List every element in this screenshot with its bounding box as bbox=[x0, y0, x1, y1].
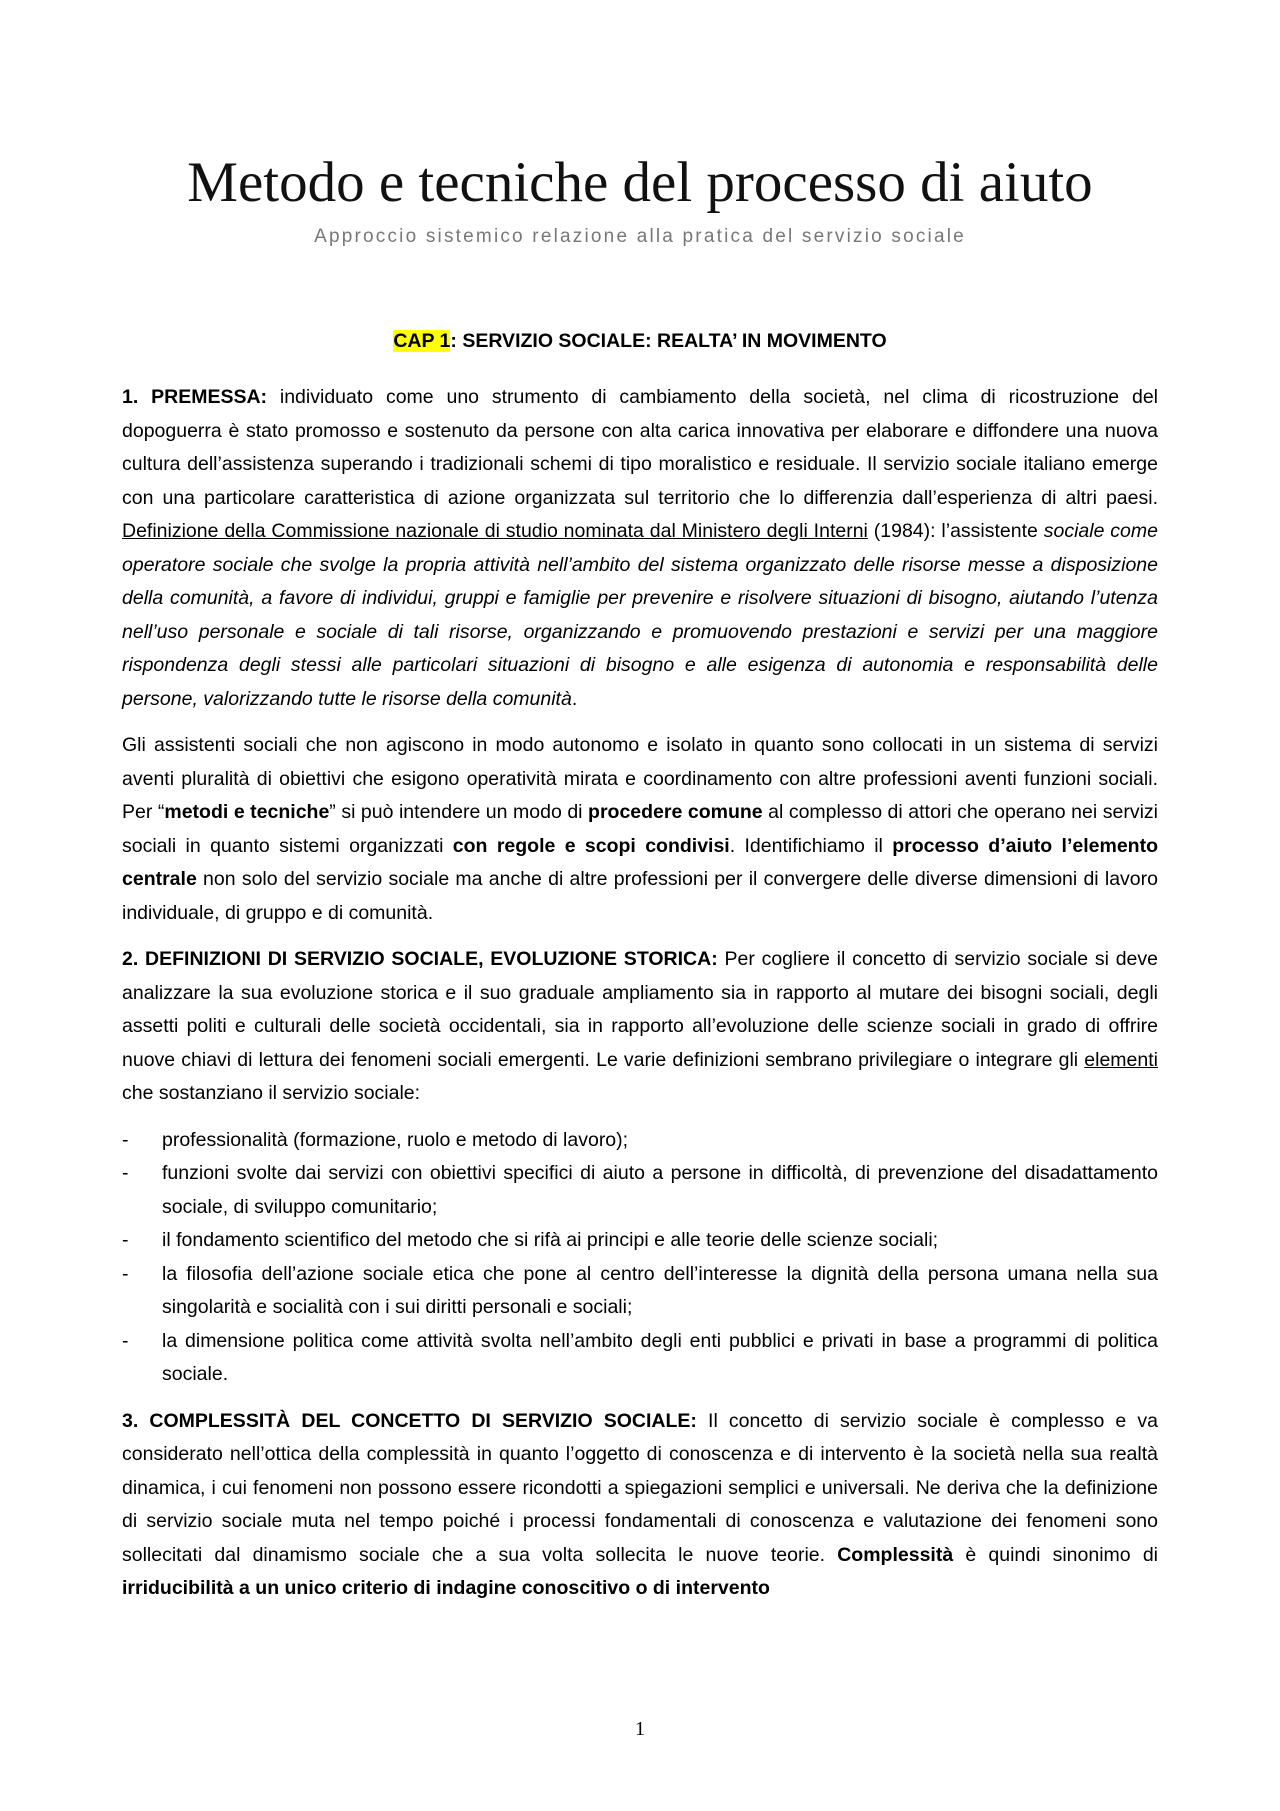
paragraph-assistenti-sociali bbox=[122, 729, 1158, 930]
elements-list bbox=[122, 1124, 1158, 1392]
section-2-definizioni bbox=[122, 943, 1158, 1111]
section-3-bold-complessita: Complessità bbox=[837, 1543, 954, 1566]
para2-text-5: non solo del servizio sociale ma anche di altre professioni per il convergere delle diverse dimensioni di lavoro individuale, di gruppo e di comunità. bbox=[122, 868, 1158, 924]
section-3-complessita bbox=[122, 1405, 1158, 1606]
commission-definition-reference: Definizione della Commissione nazionale di studio nominata dal Ministero degli Interni bbox=[122, 520, 868, 542]
document-body bbox=[122, 381, 1158, 1619]
para2-bold-regole: con regole e scopi condivisi bbox=[452, 834, 730, 857]
para2-text-3: al complesso di attori che operano nei servizi sociali in quanto sistemi organizzati bbox=[122, 801, 1158, 857]
list-item: - la dimensione politica come attività svolta nell’ambito degli enti pubblici e privati in base a programmi di politica sociale. bbox=[122, 1325, 1158, 1392]
para2-text-2: ” si può intendere un modo di bbox=[329, 801, 589, 823]
para2-text-1: Gli assistenti sociali che non agiscono in modo autonomo e isolato in quanto sono collocati in un sistema di servizi aventi pluralità di obiettivi che esigono operatività mirata e coordinamento con altre professioni aventi funzioni sociali. Per “ bbox=[122, 734, 1158, 823]
document-subtitle: Approccio sistemico relazione alla pratica del servizio sociale bbox=[314, 226, 966, 247]
section-3-heading: 3. COMPLESSITÀ DEL CONCETTO DI SERVIZIO SOCIALE: bbox=[122, 1409, 697, 1432]
page-number: 1 bbox=[635, 1718, 645, 1740]
section-1-text-2: (1984): l’assistente bbox=[867, 520, 1044, 542]
section-2-heading: 2. DEFINIZIONI DI SERVIZIO SOCIALE, EVOLUZIONE STORICA: bbox=[122, 948, 718, 970]
section-3-text-2: è quindi sinonimo di bbox=[953, 1543, 1158, 1566]
section-2-text: Per cogliere il concetto di servizio sociale si deve analizzare la sua evoluzione storica e il suo graduale ampliamento sia in rapporto al mutare dei bisogni sociali, degli assetti politi e culturali delle società occidentali, sia in rapporto all’evoluzione delle scienze sociali in grado di offrire nuove chiavi di lettura dei fenomeni sociali emergenti. Le varie definizioni sembrano privilegiare o integrare gli bbox=[122, 948, 1158, 1071]
section-1-premessa bbox=[122, 381, 1158, 716]
section-1-heading: 1. PREMESSA: bbox=[122, 386, 268, 408]
document-title: Metodo e tecniche del processo di aiuto bbox=[187, 151, 1093, 214]
para2-bold-processo: processo d’aiuto l’elemento centrale bbox=[122, 834, 1158, 890]
section-1-text: individuato come uno strumento di cambiamento della società, nel clima di ricostruzione del dopoguerra è stato promosso e sostenuto da persone con alta carica innovativa per elaborare e diffondere una nuova cultura dell’assistenza superando i tradizionali schemi di tipo moralistico e residuale. Il servizio sociale italiano emerge con una particolare caratteristica di azione organizzata sul territorio che lo differenzia dall’esperienza di altri paesi. bbox=[122, 386, 1158, 509]
definition-quote: sociale come operatore sociale che svolge la propria attività nell’ambito del sistema organizzato delle risorse messe a disposizione della comunità, a favore di individui, gruppi e famiglie per prevenire e risolvere situazioni di bisogno, aiutando l’utenza nell’uso personale e sociale di tali risorse, organizzando e promuovendo prestazioni e servizi per una maggiore rispondenza degli stessi alle particolari situazioni di bisogno e alle esigenza di autonomia e responsabilità delle persone, valorizzando tutte le risorse della comunità bbox=[122, 520, 1158, 710]
list-item: - professionalità (formazione, ruolo e metodo di lavoro); bbox=[122, 1124, 1158, 1158]
list-item: - il fondamento scientifico del metodo che si rifà ai principi e alle teorie delle scienze sociali; bbox=[122, 1224, 1158, 1258]
elementi-underlined: elementi bbox=[1084, 1048, 1158, 1071]
section-3-bold-irriducibilita: irriducibilità a un unico criterio di indagine conoscitivo o di intervento bbox=[122, 1577, 770, 1599]
para2-bold-metodi: metodi e tecniche bbox=[164, 801, 330, 823]
para2-bold-procedere: procedere comune bbox=[588, 801, 763, 823]
chapter-title: : SERVIZIO SOCIALE: REALTA’ IN MOVIMENTO bbox=[450, 330, 887, 352]
section-2-text-2: che sostanziano il servizio sociale: bbox=[122, 1082, 421, 1104]
list-item: - la filosofia dell’azione sociale etica che pone al centro dell’interesse la dignità della persona umana nella sua singolarità e socialità con i sui diritti personali e sociali; bbox=[122, 1258, 1158, 1325]
section-1-end: . bbox=[571, 687, 578, 710]
list-item: - funzioni svolte dai servizi con obiettivi specifici di aiuto a persone in difficoltà, di prevenzione del disadattamento sociale, di sviluppo comunitario; bbox=[122, 1157, 1158, 1224]
chapter-heading bbox=[0, 330, 1280, 353]
section-3-text: Il concetto di servizio sociale è complesso e va considerato nell’ottica della complessità in quanto l’oggetto di conoscenza e di intervento è la società nella sua realtà dinamica, i cui fenomeni non possono essere ricondotti a spiegazioni semplici e universali. Ne deriva che la definizione di servizio sociale muta nel tempo poiché i processi fondamentali di conoscenza e valutazione dei fenomeni sono sollecitati dal dinamismo sociale che a sua volta sollecita le nuove teorie. bbox=[122, 1409, 1158, 1566]
chapter-label-highlight: CAP 1 bbox=[393, 330, 451, 352]
para2-text-4: . Identifichiamo il bbox=[729, 834, 893, 857]
